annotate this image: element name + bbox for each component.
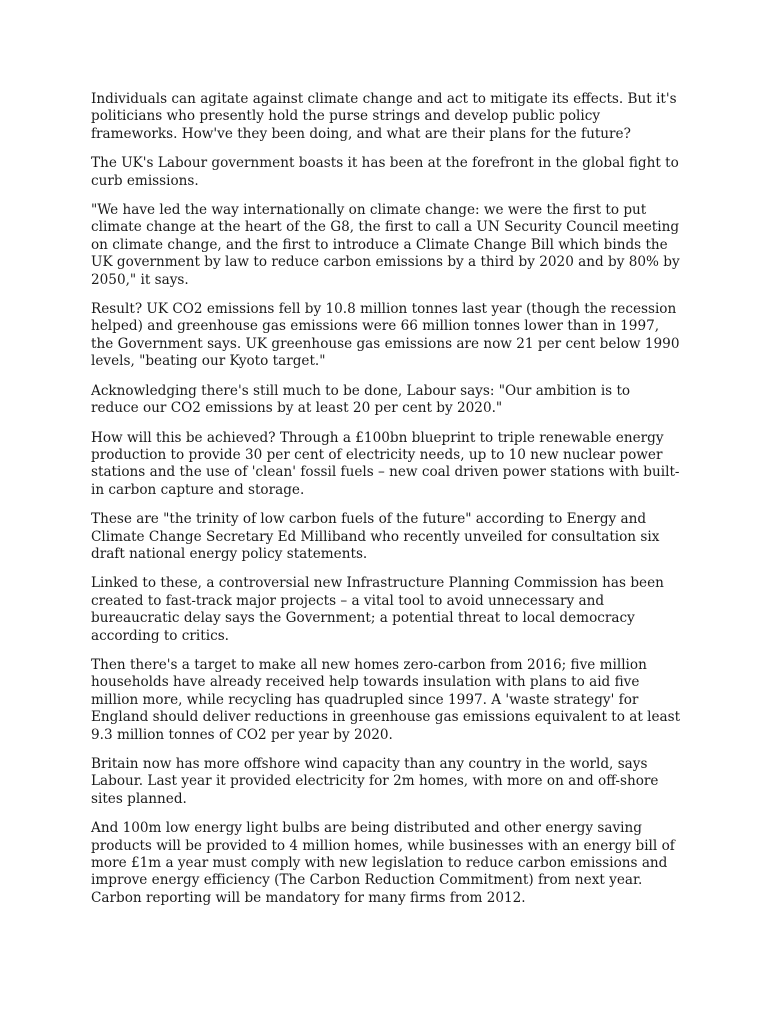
paragraph-7: These are "the trinity of low carbon fuels of the future" according to Energy and Climate Change Secretary Ed Milliband who recently unveiled for consultation six draft national energy policy statements. [91,511,660,562]
paragraph-5: Acknowledging there's still much to be done, Labour says: "Our ambition is to reduce our CO2 emissions by at least 20 per cent by 2020." [91,382,631,417]
paragraph-9: Then there's a target to make all new homes zero-carbon from 2016; five million households have already received help towards insulation with plans to aid five million more, while recycling has quadrupled since 1997. A 'waste strategy' for England should deliver reductions in greenhouse gas emissions equivalent to at least 9.3 million tonnes of CO2 per year by 2020. [91,656,681,743]
paragraph-11: And 100m low energy light bulbs are being distributed and other energy saving products will be provided to 4 million homes, while businesses with an energy bill of more £1m a year must comply with new legislation to reduce carbon emissions and improve energy efficiency (The Carbon Reduction Commitment) from next year. Carbon reporting will be mandatory for many firms from 2012. [91,820,675,906]
paragraph-2: The UK's Labour government boasts it has been at the forefront in the global fight to curb emissions. [91,155,679,189]
article-body [91,91,681,919]
paragraph-3: "We have led the way internationally on climate change: we were the first to put climate change at the heart of the G8, the first to call a UN Security Council meeting on climate change, and the first to introduce a Climate Change Bill which binds the UK government by law to reduce carbon emissions by a third by 2020 and by 80% by 2050," it says. [91,202,680,288]
paragraph-6: How will this be achieved? Through a £100bn blueprint to triple renewable energy production to provide 30 per cent of electricity needs, up to 10 new nuclear power stations and the use of 'clean' fossil fuels – new coal driven power stations with built-in carbon capture and storage. [91,429,680,498]
paragraph-1: Individuals can agitate against climate change and act to mitigate its effects. But it's politicians who presently hold the purse strings and develop public policy frameworks. How've they been doing, and what are their plans for the future? [91,91,677,142]
paragraph-4: Result? UK CO2 emissions fell by 10.8 million tonnes last year (though the recession helped) and greenhouse gas emissions were 66 million tonnes lower than in 1997, the Government says. UK greenhouse gas emissions are now 21 per cent below 1990 levels, "beating our Kyoto target." [91,301,680,370]
paragraph-10: Britain now has more offshore wind capacity than any country in the world, says Labour. Last year it provided electricity for 2m homes, with more on and off-shore sites planned. [91,756,659,807]
paragraph-8: Linked to these, a controversial new Infrastructure Planning Commission has been created to fast-track major projects – a vital tool to avoid unnecessary and bureaucratic delay says the Government; a potential threat to local democracy according to critics. [91,575,664,644]
